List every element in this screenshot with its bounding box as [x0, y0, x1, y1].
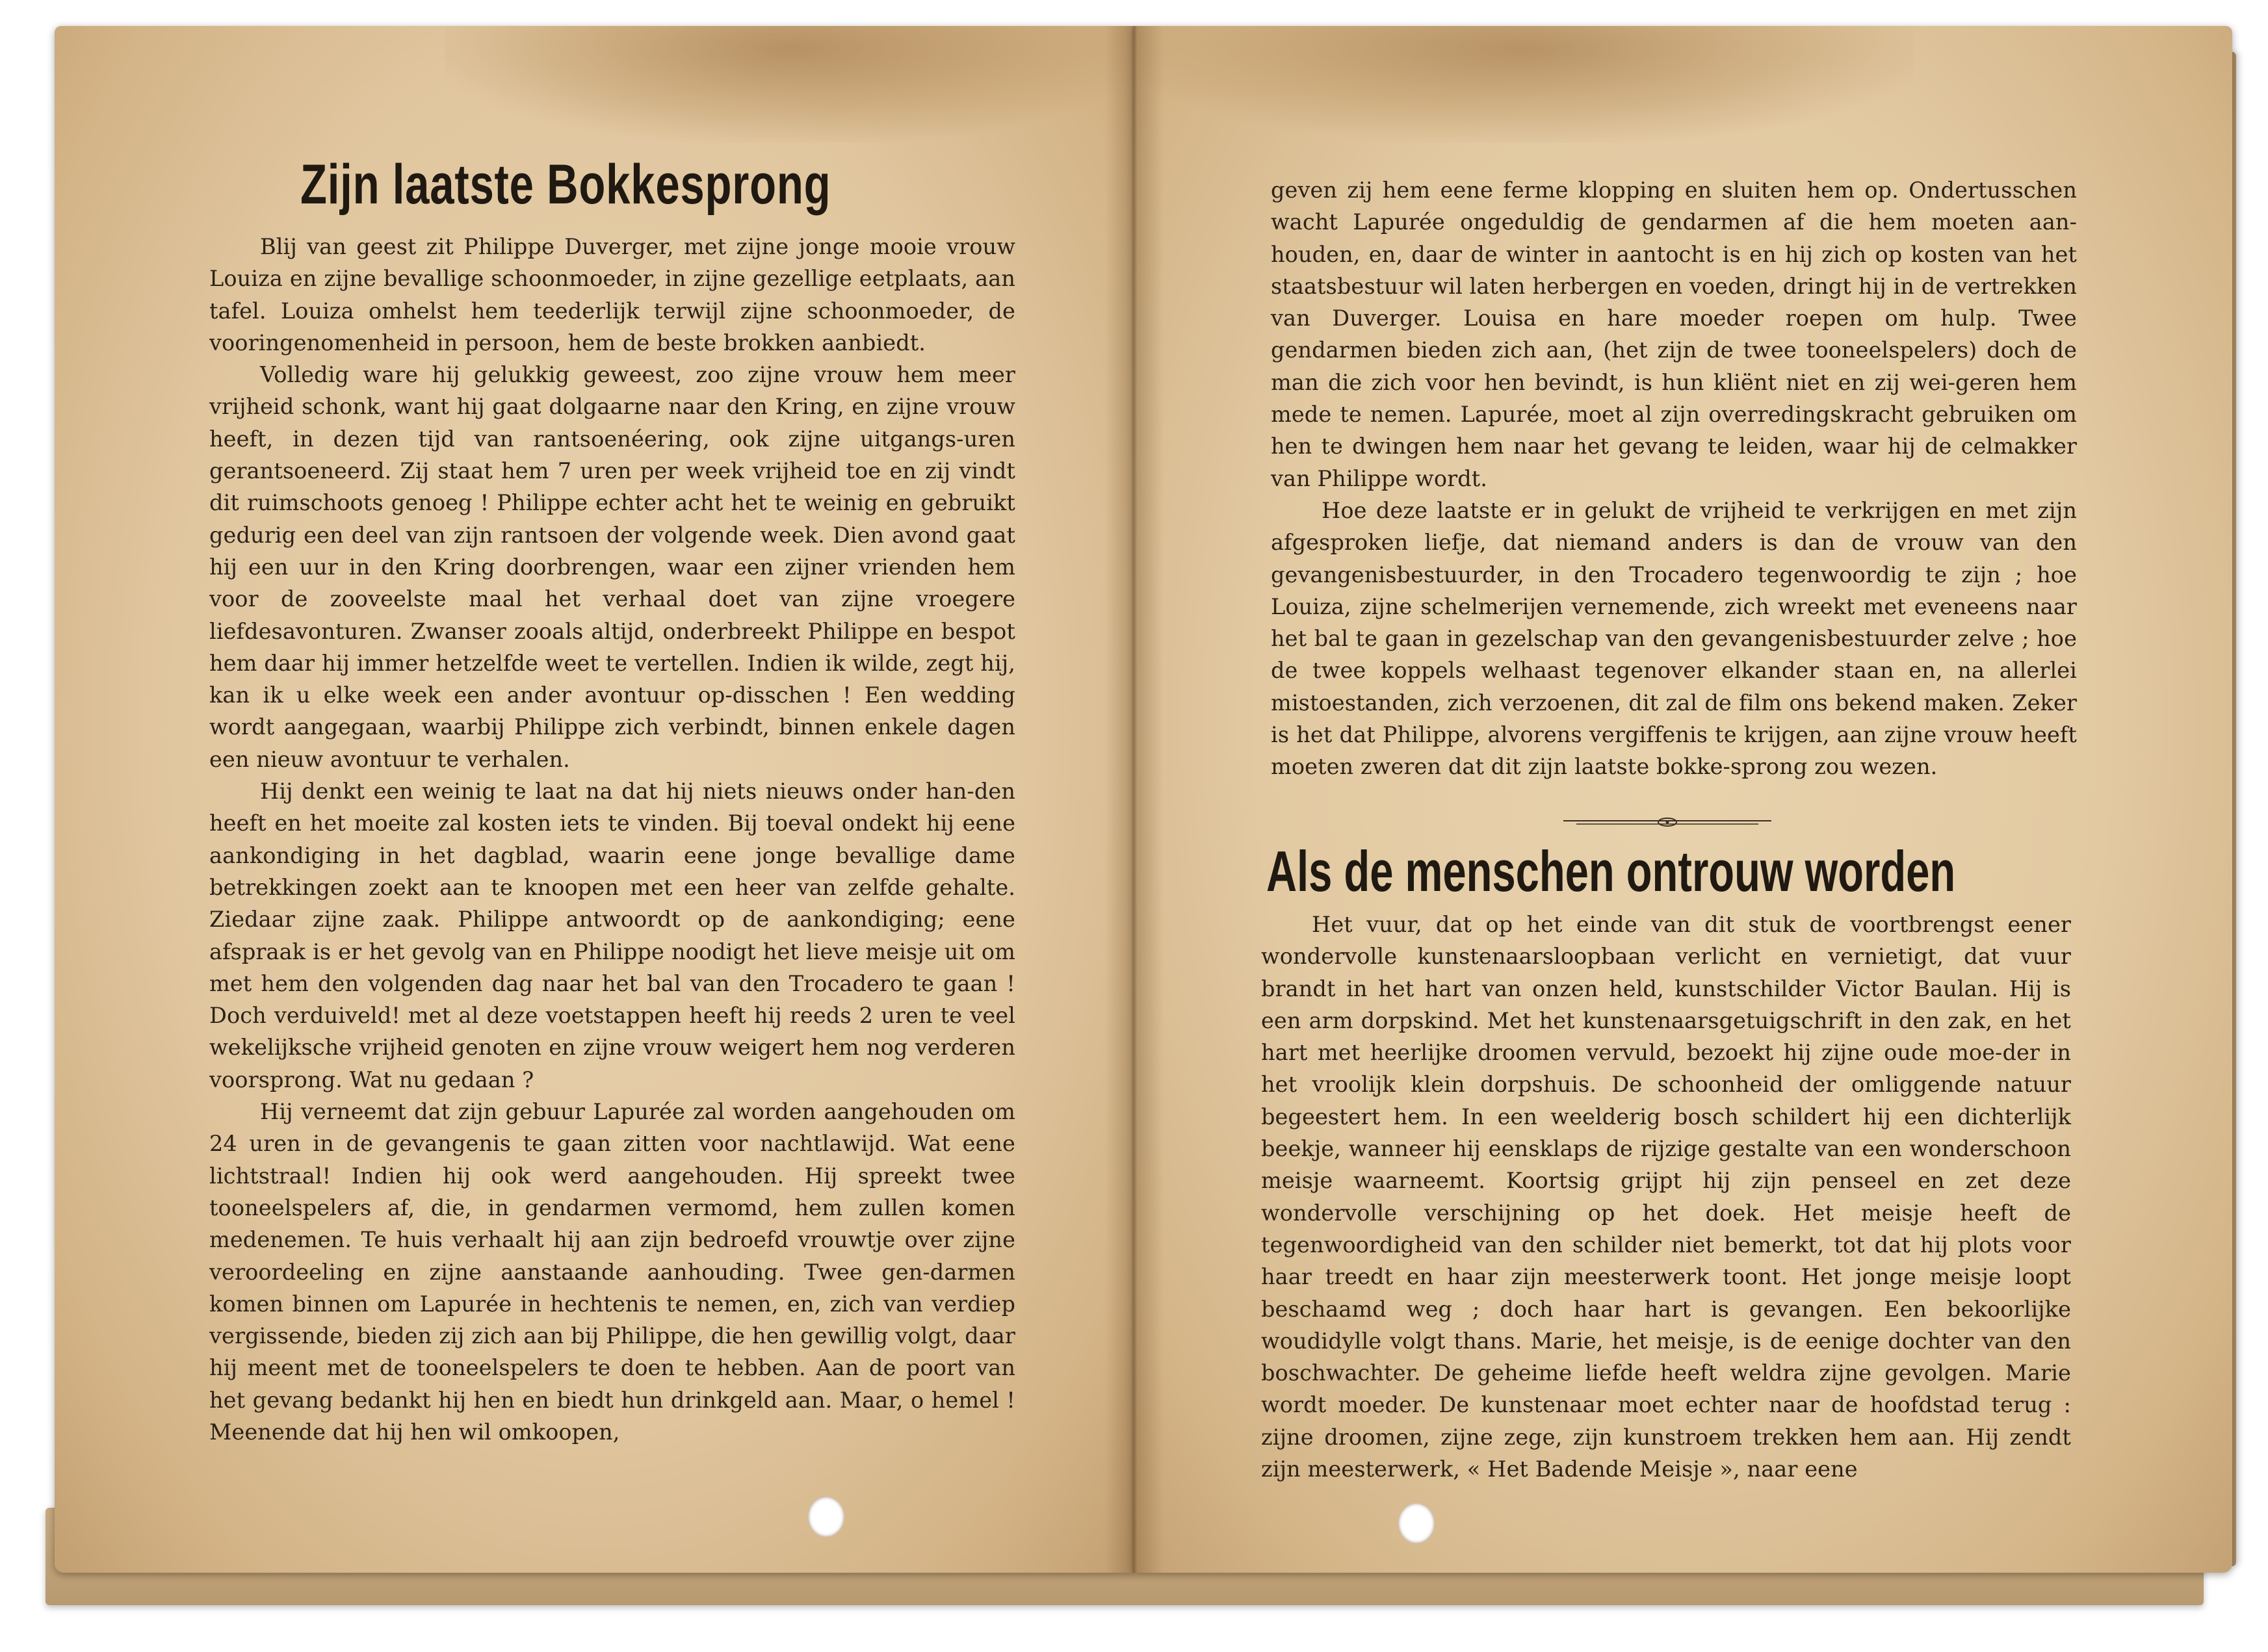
- right-article-body: [1261, 909, 2071, 1485]
- left-paragraph-4: Hij verneemt dat zijn gebuur Lapurée zal worden aangehouden om 24 uren in de gevangenis te gaan zitten voor nachtlawijd. Wat eene lichtstraal! Indien hij ook werd aangehouden. Hij spreekt twee tooneelspelers af, die, in gendarmen vermomd, hem zullen komen medenemen. Te huis verhaalt hij aan zijn bedroefd vrouwtje over zijne veroordeeling en zijne aanstaande aanhouding. Twee gen-darmen komen binnen om Lapurée in hechtenis te nemen, en, zich van verdiep vergissende, bieden zij zich aan bij Philippe, die hen gewillig volgt, daar hij meent met de tooneelspelers te doen te hebben. Aan de poort van het gevang bedankt hij hen en biedt hun drinkgeld aan. Maar, o hemel ! Meenende dat hij hen wil omkoopen,: [209, 1099, 1015, 1445]
- right-article-title: Als de menschen ontrouw worden: [1266, 839, 1956, 903]
- left-article-body: [209, 231, 1015, 1448]
- binding-hole-right: [1398, 1503, 1435, 1543]
- right-continued-text: [1271, 174, 2077, 783]
- left-paragraph-1: Blij van geest zit Philippe Duverger, met zijne jonge mooie vrouw Louiza en zijne bevallige schoonmoeder, in zijne gezellige eetplaats, aan tafel. Louiza omhelst hem teederlijk terwijl zijne schoonmoeder, de vooringenomenheid in persoon, hem de beste brokken aanbiedt.: [209, 234, 1015, 355]
- binding-hole-left: [808, 1497, 844, 1537]
- right-paragraph-1: Het vuur, dat op het einde van dit stuk de voortbrengst eener wondervolle kunstenaarsloopbaan verlicht en vernietigt, dat vuur brandt in het hart van onzen held, kunstschilder Victor Baulan. Hij is een arm dorpskind. Met het kunstenaarsgetuigschrift in den zak, en het hart met heerlijke droomen vervuld, bezoekt hij zijne oude moe-der in het vroolijk klein dorpshuis. De schoonheid der omliggende natuur begeestert hem. In een weelderig bosch schildert hij een dichterlijk beekje, wanneer hij eensklaps de rijzige gestalte van een wonderschoon meisje waarneemt. Koortsig grijpt hij zijn penseel en zet deze wondervolle verschijning op het doek. Het meisje heeft de tegenwoordigheid van den schilder niet bemerkt, tot dat hij plots voor haar treedt en haar zijn meesterwerk toont. Het jonge meisje loopt beschaamd weg ; doch haar hart is gevangen. Een bekoorlijke woudidylle volgt thans. Marie, het meisje, is de eenige dochter van den boschwachter. De geheime liefde heeft weldra zijne gevolgen. Marie wordt moeder. De kunstenaar moet echter naar de hoofdstad terug : zijne droomen, zijne zege, zijn kunstroem trekken hem aan. Hij zendt zijn meesterwerk, « Het Badende Meisje », naar eene: [1261, 912, 2071, 1482]
- left-paragraph-2: Volledig ware hij gelukkig geweest, zoo zijne vrouw hem meer vrijheid schonk, want hij gaat dolgaarne naar den Kring, en zijne vrouw heeft, in dezen tijd van rantsoenéering, ook zijne uitgangs-uren gerantsoeneerd. Zij staat hem 7 uren per week vrijheid toe en zij vindt dit ruimschoots genoeg ! Philippe echter acht het te weinig en gebruikt gedurig een deel van zijn rantsoen der volgende week. Dien avond gaat hij een uur in den Kring doorbrengen, waar een zijner vrienden hem voor de zooveelste maal het verhaal doet van zijne vroegere liefdesavonturen. Zwanser zooals altijd, onderbreekt Philippe en bespot hem daar hij immer hetzelfde weet te vertellen. Indien ik wilde, zegt hij, kan ik u elke week een ander avontuur op-disschen ! Een wedding wordt aangegaan, waarbij Philippe zich verbindt, binnen enkele dagen een nieuw avontuur te verhalen.: [209, 362, 1015, 772]
- book-gutter: [1105, 26, 1164, 1573]
- left-paragraph-3: Hij denkt een weinig te laat na dat hij niets nieuws onder han-den heeft en het moeite zal kosten iets te vinden. Bij toeval ondekt hij eene aankondiging in het dagblad, waarin eene jonge bevallige dame betrekkingen zoekt aan te knoopen met een heer van zelfde gehalte. Ziedaar zijne zaak. Philippe antwoordt op de aankondiging; eene afspraak is er het gevolg van en Philippe noodigt het lieve meisje uit om met hem den volgenden dag naar het bal van den Trocadero te gaan ! Doch verduiveld! met al deze voetstappen heeft hij reeds 2 uren te veel wekelijksche vrijheid genoten en zijne vrouw weigert hem nog verderen voorsprong. Wat nu gedaan ?: [209, 779, 1015, 1092]
- section-divider-ornament: [1563, 812, 1771, 832]
- right-continued-paragraph-2: Hoe deze laatste er in gelukt de vrijheid te verkrijgen en met zijn afgesproken liefje, dat niemand anders is dan de vrouw van den gevangenisbestuurder, in den Trocadero tegenwoordig te zijn ; hoe Louiza, zijne schelmerijen vernemende, zich wreekt met eveneens naar het bal te gaan in gezelschap van den gevangenisbestuurder zelve ; hoe de twee koppels welhaast tegenover elkander staan en, na allerlei mistoestanden, zich verzoenen, dit zal de film ons bekend maken. Zeker is het dat Philippe, alvorens vergiffenis te krijgen, aan zijne vrouw heeft moeten zweren dat dit zijn laatste bokke-sprong zou wezen.: [1271, 497, 2077, 780]
- right-page-stain: [1134, 26, 1914, 143]
- right-continued-paragraph-1: geven zij hem eene ferme klopping en sluiten hem op. Ondertusschen wacht Lapurée ongeduldig de gendarmen af die hem moeten aan-houden, en, daar de winter in aantocht is en hij zich op kosten van het staatsbestuur wil laten herbergen en voeden, dringt hij in de vertrekken van Duverger. Louisa en hare moeder roepen om hulp. Twee gendarmen bieden zich aan, (het zijn de twee tooneelspelers) doch de man die zich voor hen bevindt, is hun kliënt niet en zij wei-geren hem mede te nemen. Lapurée, moet al zijn overredingskracht gebruiken om hen te dwingen hem naar het gevang te leiden, waar hij de celmakker van Philippe wordt.: [1271, 177, 2077, 491]
- left-article-title: Zijn laatste Bokkesprong: [300, 153, 831, 216]
- left-page-stain: [445, 26, 1134, 143]
